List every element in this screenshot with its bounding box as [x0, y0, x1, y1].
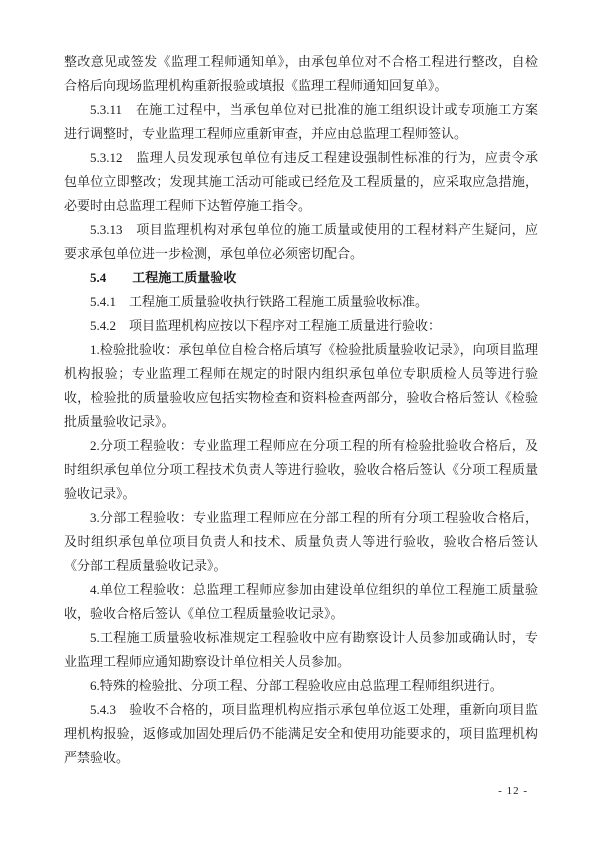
- clause-5-4-3: 5.4.3 验收不合格的，项目监理机构应指示承包单位返工处理，重新向项目监理机构报验，返修或加固处理后仍不能满足安全和使用功能要求的，项目监理机构严禁验收。: [64, 702, 538, 765]
- clause-5-4-2: 5.4.2 项目监理机构应按以下程序对工程施工质量进行验收：: [90, 318, 442, 333]
- list-item-unit-work: 4.单位工程验收：总监理工程师应参加由建设单位组织的单位工程施工质量验收，验收合格后签认《单位工程质量验收记录》。: [64, 582, 538, 621]
- list-item-subitem-work: 2.分项工程验收：专业监理工程师应在分项工程的所有检验批验收合格后，及时组织承包单位分项工程技术负责人等进行验收，验收合格后签认《分项工程质量验收记录》。: [64, 438, 538, 501]
- document-body: [64, 50, 538, 770]
- clause-5-3-12: 5.3.12 监理人员发现承包单位有违反工程建设强制性标准的行为，应责令承包单位立即整改；发现其施工活动可能或已经危及工程质量的，应采取应急措施，必要时由总监理工程师下达暂停施工指令。: [64, 150, 538, 213]
- section-heading-5-4: 5.4 工程施工质量验收: [90, 270, 237, 285]
- clause-5-4-1: 5.4.1 工程施工质量验收执行铁路工程施工质量验收标准。: [90, 294, 429, 309]
- clause-5-3-11: 5.3.11 在施工过程中，当承包单位对已批准的施工组织设计或专项施工方案进行调整时，专业监理工程师应重新审查，并应由总监理工程师签认。: [64, 102, 538, 141]
- list-item-special: 6.特殊的检验批、分项工程、分部工程验收应由总监理工程师组织进行。: [90, 678, 503, 693]
- list-item-subdivision-work: 3.分部工程验收：专业监理工程师应在分部工程的所有分项工程验收合格后，及时组织承包单位项目负责人和技术、质量负责人等进行验收，验收合格后签认《分部工程质量验收记录》。: [64, 510, 538, 573]
- list-item-inspection-lot: 1.检验批验收：承包单位自检合格后填写《检验批质量验收记录》，向项目监理机构报验；专业监理工程师在规定的时限内组织承包单位专职质检人员等进行验收，检验批的质量验收应包括实物检查和资料检查两部分，验收合格后签认《检验批质量验收记录》。: [64, 342, 538, 429]
- paragraph-continuation-from-previous-page: 整改意见或签发《监理工程师通知单》，由承包单位对不合格工程进行整改，自检合格后向现场监理机构重新报验或填报《监理工程师通知回复单》。: [64, 54, 538, 93]
- clause-5-3-13: 5.3.13 项目监理机构对承包单位的施工质量或使用的工程材料产生疑问，应要求承包单位进一步检测，承包单位必须密切配合。: [64, 222, 538, 261]
- page-number-footer: - 12 -: [498, 785, 528, 797]
- list-item-survey-design: 5.工程施工质量验收标准规定工程验收中应有勘察设计人员参加或确认时，专业监理工程师应通知勘察设计单位相关人员参加。: [64, 630, 538, 669]
